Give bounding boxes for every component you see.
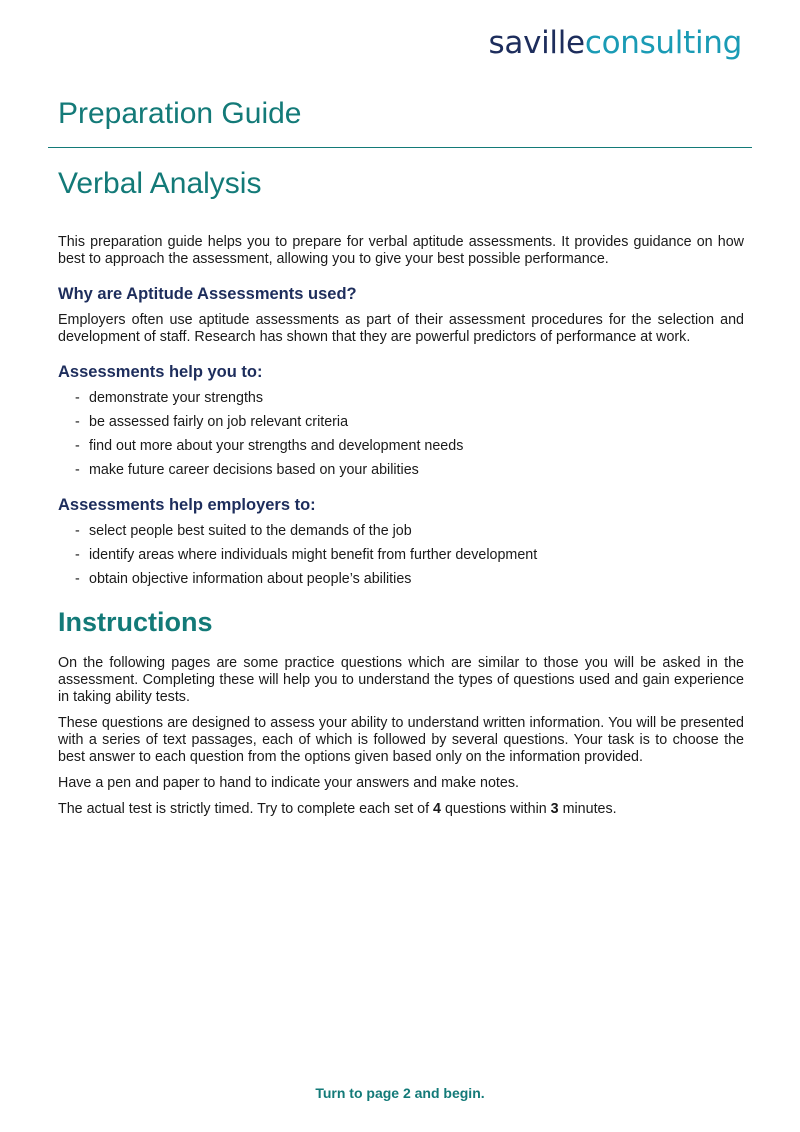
- question-count: 4: [433, 801, 441, 817]
- instructions-paragraph-1: On the following pages are some practice questions which are similar to those you will be asked in the assessment. Completing these will help you to understand the types of questions used and gain experience in taking ability tests.: [58, 655, 744, 705]
- logo-part-saville: saville: [488, 25, 585, 61]
- list-item: - make future career decisions based on your abilities: [75, 462, 419, 478]
- list-item: - obtain objective information about people’s abilities: [75, 571, 412, 587]
- list-item: - demonstrate your strengths: [75, 390, 264, 406]
- help-employers-heading: Assessments help employers to:: [58, 496, 316, 514]
- help-you-heading: Assessments help you to:: [58, 363, 263, 381]
- logo-part-consulting: consulting: [584, 25, 742, 61]
- help-you-list: [58, 390, 744, 479]
- intro-paragraph: This preparation guide helps you to prepare for verbal aptitude assessments. It provides guidance on how best to approach the assessment, allowing you to give your best possible performance.: [58, 234, 744, 267]
- why-paragraph: Employers often use aptitude assessments as part of their assessment procedures for the selection and development of staff. Research has shown that they are powerful predictors of performance at work.: [58, 312, 744, 345]
- list-item: - find out more about your strengths and development needs: [75, 438, 464, 454]
- instructions-paragraph-2: These questions are designed to assess your ability to understand written information. You will be presented with a series of text passages, each of which is followed by several questions. Your task is to choose the best answer to each question from the options given based only on the information provided.: [58, 715, 744, 765]
- document-title: Preparation Guide: [58, 97, 302, 130]
- list-item: - identify areas where individuals might benefit from further development: [75, 547, 538, 563]
- saville-consulting-logo: [488, 25, 742, 61]
- title-divider: [48, 147, 752, 148]
- instructions-heading: Instructions: [58, 607, 213, 637]
- list-item: - be assessed fairly on job relevant criteria: [75, 414, 349, 430]
- page-content: [58, 234, 744, 827]
- instructions-paragraph-3: Have a pen and paper to hand to indicate your answers and make notes.: [58, 775, 519, 791]
- subject-title: Verbal Analysis: [58, 167, 262, 200]
- footer-instruction: Turn to page 2 and begin.: [315, 1085, 485, 1101]
- help-employers-list: [58, 523, 744, 588]
- timing-paragraph: The actual test is strictly timed. Try to complete each set of 4 questions within 3 minutes.: [58, 801, 617, 817]
- why-heading: Why are Aptitude Assessments used?: [58, 285, 357, 303]
- minutes-count: 3: [550, 801, 559, 817]
- list-item: - select people best suited to the demands of the job: [75, 523, 412, 539]
